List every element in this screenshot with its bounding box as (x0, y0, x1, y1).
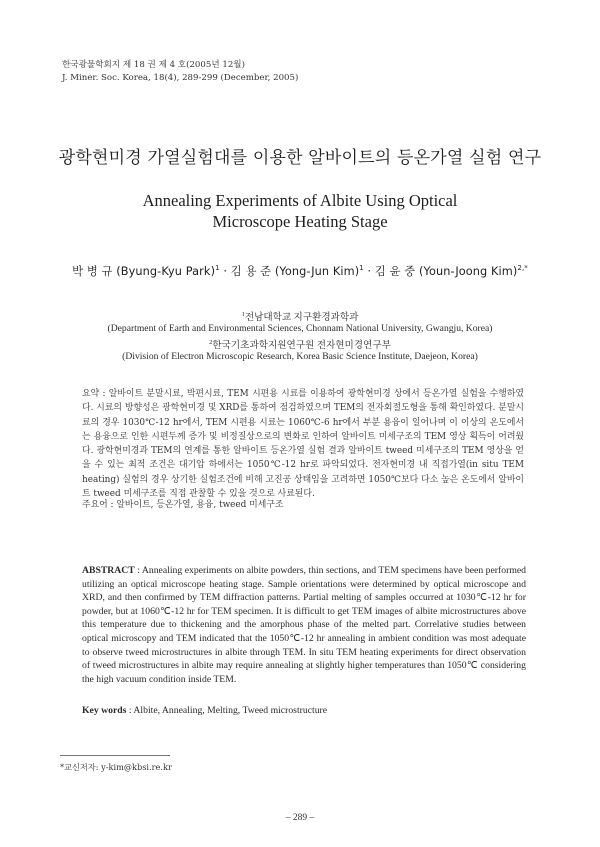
affiliation-1-en: (Department of Earth and Environmental Sciences, Chonnam National University, Gwangju, Korea) (107, 323, 493, 334)
keywords-label: Key words (82, 705, 127, 716)
affiliation-1-ko (0, 309, 600, 323)
affiliation-mark: 2 (209, 338, 213, 346)
journal-citation-en: J. Miner. Soc. Korea, 18(4), 289-299 (December, 2005) (62, 73, 299, 83)
author-separator: · (367, 265, 372, 278)
abstract-english (82, 564, 526, 686)
journal-header-ko: 한국광물학회지 제 18 권 제 4 호(2005년 12월) (62, 60, 245, 70)
author-list (0, 263, 600, 279)
author-affiliation-mark: 1 (215, 264, 220, 273)
author-name: 박 병 규 (Byung-Kyu Park) (72, 265, 216, 278)
author-name: 김 윤 중 (Youn-Joong Kim) (374, 265, 518, 278)
corresponding-author-footnote: *교신저자: y-kim@kbsi.re.kr (60, 762, 172, 772)
title-english-line1: Annealing Experiments of Albite Using Optical (142, 191, 458, 210)
author-name: 김 용 준 (Yong-Jun Kim) (230, 265, 360, 278)
title-english-line2: Microscope Heating Stage (212, 212, 388, 231)
affiliation-name-ko: 한국기초과학지원연구원 전자현미경연구부 (212, 340, 391, 351)
author-affiliation-mark: 1 (359, 264, 364, 273)
author-separator: · (223, 265, 228, 278)
affiliation-name-ko: 전남대학교 지구환경과학과 (244, 312, 359, 323)
abstract-korean: 요약 : 알바이트 분말시료, 박편시료, TEM 시편용 시료를 이용하여 광학현미경 상에서 등온가열 실험을 수행하였다. 시료의 방향성은 광학현미경 및 XRD를 통하여 점검하였으며 TEM의 전자회절도형을 통해 확인하였다. 분말시료의 경우 1030℃-12 hr에서, TEM 시편용 시료는 1060℃-6 hr에서 부분 용융이 일어나며 이 이상의 온도에서는 용융으로 인한 시편두께 증가 및 비정질상으로의 변화로 인하여 알바이트 미세구조의 TEM 영상 획득이 어려웠다. 광학현미경과 TEM의 연계를 통한 알바이트 등온가열 실험 결과 알바이트 tweed 미세구조의 TEM 영상을 얻을 수 있는 최적 조건은 대기압 하에서는 1050℃-12 hr로 파악되었다. 전자현미경 내 직접가열(in situ TEM heating) 실험의 경우 상기한 실험조건에 비해 고진공 상태임을 고려하면 1050℃보다 다소 높은 온도에서 알바이트 tweed 미세구조를 직접 관찰할 수 있을 것으로 사료된다. (82, 389, 524, 500)
title-korean: 광학현미경 가열실험대를 이용한 알바이트의 등온가열 실험 연구 (58, 148, 542, 168)
author-affiliation-mark: 2,* (517, 264, 528, 273)
abstract-label: ABSTRACT (82, 565, 135, 576)
affiliation-mark: 1 (241, 310, 245, 318)
page-number: – 289 – (285, 813, 315, 823)
affiliation-2-ko (0, 337, 600, 351)
keywords-korean: 주요어 : 알바이트, 등온가열, 용융, tweed 미세구조 (82, 500, 284, 510)
abstract-english-text: : Annealing experiments on albite powders, thin sections, and TEM specimens have been performed utilizing an optical microscope heating stage. Sample orientations were determined by optical microscope and XRD, and then confirmed by TEM diffraction patterns. Partial melting of samples occurred at 1030℃-12 hr for powder, but at 1060℃-12 hr for TEM specimen. It is difficult to get TEM images of albite microstructures above this temperature due to thickening and the amorphous phase of the melted part. Correlative studies between optical microscopy and TEM indicated that the 1050℃-12 hr annealing in ambient condition was most adequate to observe tweed microstructures in albite through TEM. In situ TEM heating experiments for direct observation of tweed microstructures in albite may require annealing at slightly higher temperatures than 1050℃ considering the high vacuum condition inside TEM. (82, 565, 526, 685)
keywords-english-text: : Albite, Annealing, Melting, Tweed microstructure (126, 705, 328, 716)
affiliation-2-en: (Division of Electron Microscopic Research, Korea Basic Science Institute, Daejeon, Korea) (122, 351, 478, 362)
footnote-divider (60, 755, 170, 756)
keywords-english (82, 705, 327, 716)
title-english (0, 190, 600, 232)
